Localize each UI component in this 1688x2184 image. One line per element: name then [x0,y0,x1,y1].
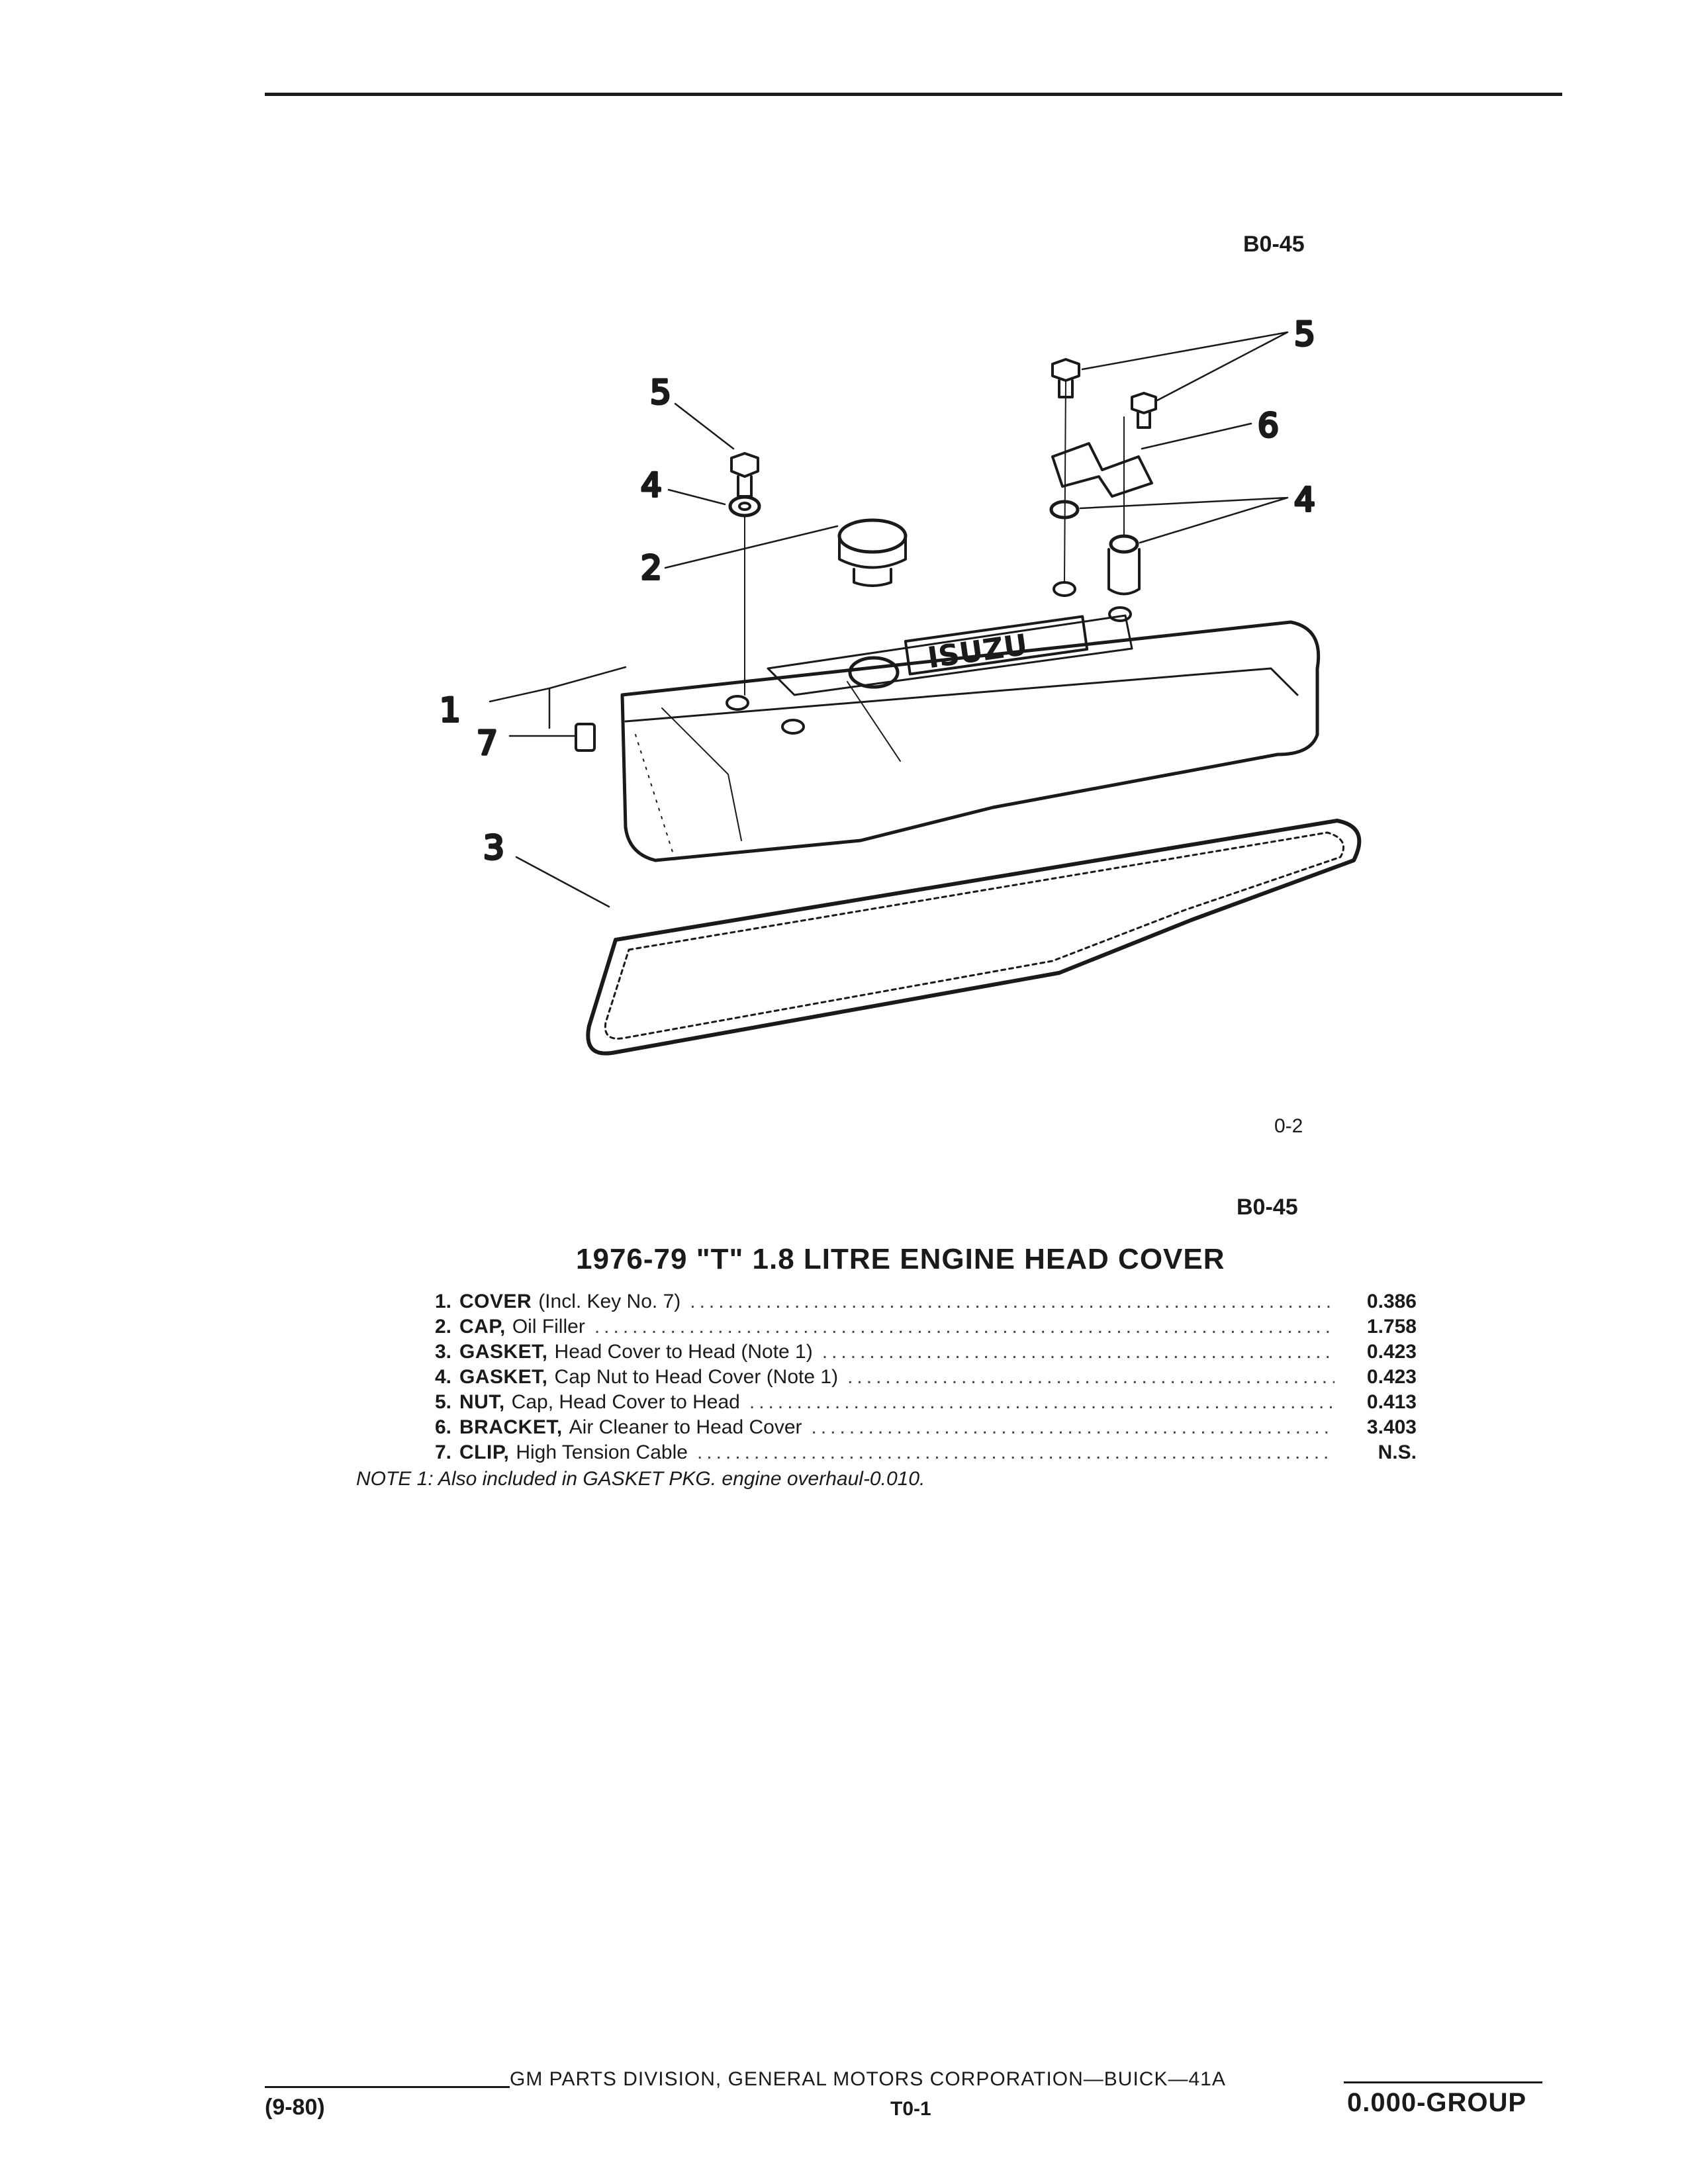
callout-4-left: 4 [641,466,662,504]
item-number: 3. [434,1341,451,1363]
dot-leader [822,1341,1335,1363]
list-item [410,1341,1417,1366]
part-name: CLIP, [459,1441,510,1463]
top-rule [265,93,1562,96]
part-name: GASKET, [459,1341,548,1363]
emblem-text: ISUZU [925,627,1030,676]
parts-list [410,1291,1417,1467]
callout-5-left: 5 [650,373,671,412]
figure-caption-code: 0-2 [1274,1115,1303,1137]
dot-leader [812,1416,1335,1439]
dot-leader [749,1391,1335,1414]
group-number: 1.758 [1366,1316,1417,1338]
right-cap-nuts-and-bracket [1051,359,1156,594]
part-name: COVER [459,1291,532,1312]
group-number: 3.403 [1366,1416,1417,1438]
callout-4-right: 4 [1294,480,1315,519]
part-name: CAP, [459,1316,506,1338]
group-number: 0.423 [1366,1366,1417,1388]
figure-code-top: B0-45 [1243,232,1305,257]
part-description: High Tension Cable [516,1441,688,1463]
part-description: Head Cover to Head (Note 1) [554,1341,813,1363]
item-number: 2. [434,1316,451,1338]
footer-rule-left [265,2086,510,2088]
left-cap-nut-and-washer [730,453,759,695]
dot-leader [690,1291,1335,1313]
item-number: 5. [434,1391,451,1413]
item-number: 1. [434,1291,451,1312]
footer-rule-right [1344,2081,1542,2083]
figure-code-below: B0-45 [1237,1195,1298,1220]
callout-5-right: 5 [1294,315,1315,353]
callout-leaders [490,332,1288,907]
footer-group: 0.000-GROUP [1347,2088,1527,2117]
head-cover [576,582,1319,860]
part-name: NUT, [459,1391,505,1413]
part-description: Oil Filler [512,1316,585,1338]
footnote: NOTE 1: Also included in GASKET PKG. engine overhaul-0.010. [356,1468,925,1490]
footer-date: (9-80) [265,2095,325,2120]
group-number: N.S. [1378,1441,1417,1463]
dot-leader [594,1316,1335,1338]
list-item [410,1316,1417,1341]
part-name: BRACKET, [459,1416,563,1438]
callout-2: 2 [641,549,662,587]
group-number: 0.413 [1366,1391,1417,1413]
oil-filler-cap [839,520,906,586]
part-description: (Incl. Key No. 7) [538,1291,681,1312]
list-item [410,1366,1417,1391]
exploded-parts-diagram [397,298,1430,1118]
part-description: Cap, Head Cover to Head [511,1391,740,1413]
item-number: 6. [434,1416,451,1438]
callout-3: 3 [483,829,504,867]
callout-7: 7 [477,724,498,762]
dot-leader [697,1441,1335,1464]
item-number: 7. [434,1441,451,1463]
item-number: 4. [434,1366,451,1388]
list-item [410,1391,1417,1416]
part-name: GASKET, [459,1366,548,1388]
part-description: Air Cleaner to Head Cover [569,1416,802,1438]
list-item [410,1291,1417,1316]
list-item [410,1416,1417,1441]
section-title: 1976-79 "T" 1.8 LITRE ENGINE HEAD COVER [576,1243,1225,1275]
footer-page-ref: T0-1 [890,2098,931,2120]
group-number: 0.423 [1366,1341,1417,1363]
list-item [410,1441,1417,1467]
group-number: 0.386 [1366,1291,1417,1312]
dot-leader [847,1366,1335,1388]
footer-corporation: GM PARTS DIVISION, GENERAL MOTORS CORPORATION—BUICK—41A [510,2068,1226,2090]
callout-1: 1 [440,691,461,729]
part-description: Cap Nut to Head Cover (Note 1) [554,1366,839,1388]
callout-6: 6 [1258,406,1279,445]
